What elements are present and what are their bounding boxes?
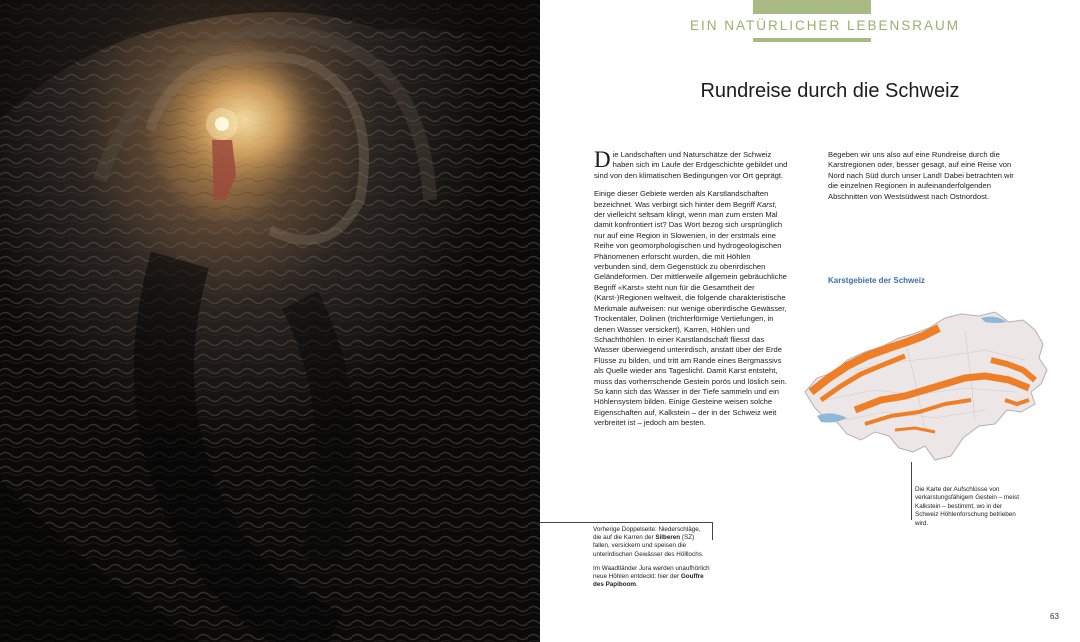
page-number: 63 [1050,612,1059,621]
photo-caption-current [593,565,710,590]
photo-caption-p2-place: Gouffre des Papiboom [593,573,704,589]
map-title: Karstgebiete der Schweiz [828,276,925,285]
section-label: EIN NATÜRLICHER LEBENSRAUM [690,18,961,33]
text-column-1 [594,147,788,437]
text-column-2 [828,150,1022,210]
photo-caption-p2-rest: . [636,581,638,589]
page-title: Rundreise durch die Schweiz [700,80,960,102]
photo-caption-p2-start: Im Waadtländer Jura werden unaufhörlich neue Höhlen entdeckt: hier der [593,564,710,581]
photo-caption-previous [593,526,710,559]
intro-paragraph [594,147,788,181]
photo-caption-p1-place: Silberen [655,534,681,542]
map-caption: Die Karte der Aufschlüsse von verkarstungsfähigem Gestein – meist Kalkstein – bestimmt, wo in der Schweiz Höhlenforschung betrieben wird. [915,486,1019,527]
photo-caption-rule [540,522,712,523]
right-page [540,0,1080,642]
photo-caption [593,526,710,595]
karst-text-rest: , der vielleicht seltsam klingt, wenn man zum ersten Mal damit konfrontiert ist? Das Wort bezog sich ursprünglich nur auf eine Region in Slowenien, in der erstmals eine Reihe von geomorphologischen und hydrogeologischen Phänomenen erforscht wurden, die mit Höhlen verbunden sind, dem Gegenstück zu oberirdischen Geländeformen. Der mittlerweile allgemein gebräuchliche Begriff «Karst» steht nun für die Gesamtheit der (Karst-)Regionen weltweit, die folgende charakteristische Merkmale aufweisen: nur wenige oberirdische Gewässer, Trockentäler, Dolinen (trichterförmige Vertiefungen, in denen Wasser versickert), Karren, Höhlen und Schachthöhlen. In einer Karstlandschaft fliesst das Wasser überwiegend unterirdisch, anstatt über der Erde Flüsse zu bilden, und tritt am Rande eines Bergmassivs als Quelle wieder ans Tageslicht. Damit Karst entsteht, muss das vorherrschende Gestein porös und löslich sein. So kann sich das Wasser in der Tiefe sammeln und ein Höhlensystem bilden. Einige Gesteine weisen solche Eigenschaften auf, Kalkstein – der in der Schweiz weit verbreitet ist – jedoch am besten. [594,199,787,428]
karst-map [795,300,1055,470]
photo-caption-rule-vertical [712,522,713,540]
photo-caption-p1-rest: (SZ) fallen, versickern und speisen die unterirdischen Gewässer des Hölllochs. [593,534,704,558]
journey-paragraph: Begeben wir uns also auf eine Rundreise durch die Karstregionen oder, besser gesagt, auf eine Reise von Nord nach Süd durch unser Land! Dabei betrachten wir die einzelnen Regionen in aufeinanderfolgenden Abschnitten von Westsüdwest nach Ostnordost. [828,150,1014,201]
switzerland-map [795,300,1055,470]
photo-caption-p1-start: Vorherige Doppelseite: Niederschläge, die auf die Karren der [593,526,701,542]
karst-paragraph [594,189,788,428]
map-caption-leader [911,462,912,520]
dropcap: D [594,147,611,172]
intro-text: ie Landschaften und Naturschätze der Schweiz haben sich im Laufe der Erdgeschichte gebildet und sind von den klimatischen Bedingungen vor Ort geprägt. [594,150,788,180]
section-bottom-bar [753,38,871,42]
karst-term: Karst [756,199,775,209]
karst-text-start: Einige dieser Gebiete werden als Karstlandschaften bezeichnet. Was verbirgt sich hinter dem Begriff [594,189,769,209]
section-top-bar [753,0,871,14]
